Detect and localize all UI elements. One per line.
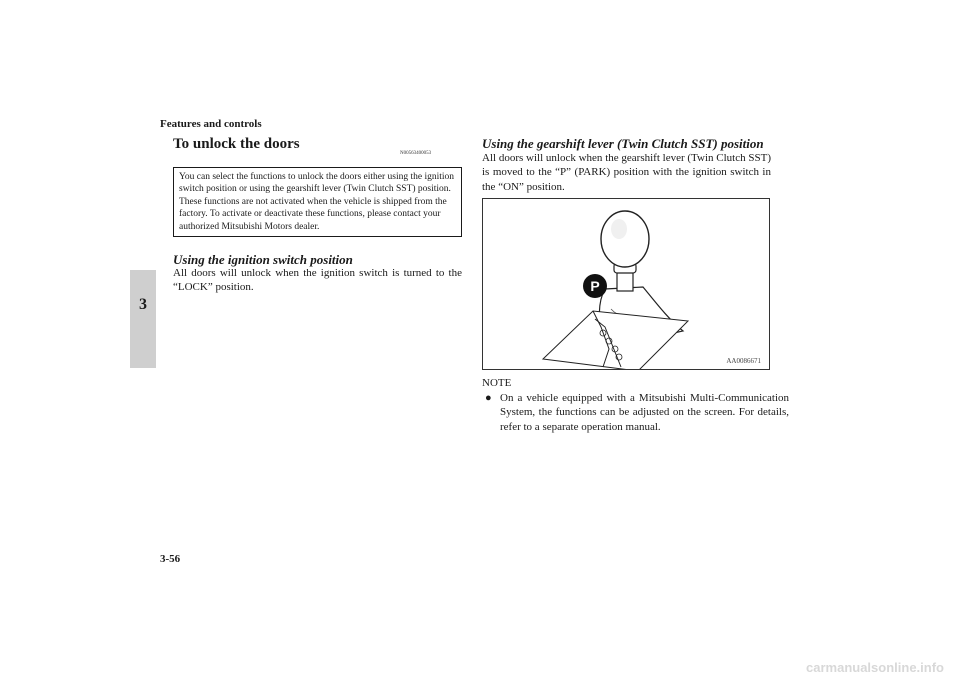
p-label: P: [590, 278, 600, 294]
bullet-icon: ●: [485, 392, 492, 404]
reference-code: N00563400053: [400, 151, 432, 156]
note-text: On a vehicle equipped with a Mitsubishi Multi-Communication System, the functions can be adjusted on the screen. For details, refer to a separate operation manual.: [500, 392, 789, 433]
note-item: [482, 391, 789, 434]
gearshift-body: All doors will unlock when the gearshift lever (Twin Clutch SST) is moved to the “P” (PARK) position with the ignition switch in the “ON” position.: [482, 152, 771, 193]
gearshift-subheading: Using the gearshift lever (Twin Clutch SST) position: [482, 136, 764, 151]
ignition-body: All doors will unlock when the ignition switch is turned to the “LOCK” position.: [173, 267, 462, 294]
note-label: NOTE: [482, 377, 512, 389]
gearshift-figure: [482, 198, 770, 370]
page-title: To unlock the doors: [173, 136, 300, 152]
info-box: [173, 167, 462, 237]
info-box-text: You can select the functions to unlock the doors either using the ignition switch position or using the gearshift lever (Twin Clutch SST) position. These functions are not activated when the vehicle is shipped from the factory. To activate or deactivate these functions, please contact your authorized Mitsubishi Motors dealer.: [179, 172, 455, 232]
page-number: 3-56: [160, 553, 181, 565]
watermark: carmanualsonline.info: [806, 660, 944, 675]
section-header: Features and controls: [160, 118, 262, 130]
ignition-subheading: Using the ignition switch position: [173, 252, 353, 267]
chapter-number: 3: [139, 296, 147, 313]
gearshift-lever-illustration: [483, 199, 769, 369]
figure-code: AA0086671: [726, 357, 761, 365]
chapter-tab: [130, 270, 156, 368]
